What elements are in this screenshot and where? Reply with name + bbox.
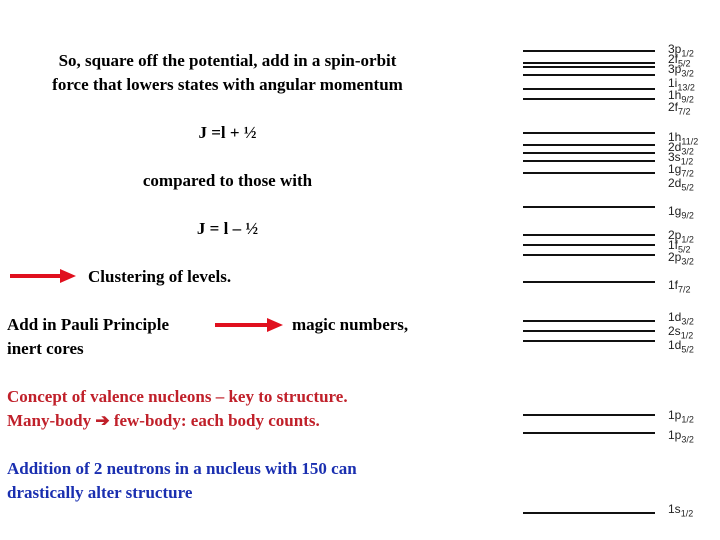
energy-level-line <box>523 132 655 134</box>
energy-level-label: $1p_{3/2}$ <box>668 428 694 445</box>
energy-level-line <box>523 172 655 174</box>
energy-level-line <box>523 512 655 514</box>
pauli-line-2: inert cores <box>7 339 84 358</box>
energy-level-line <box>523 320 655 322</box>
energy-level-label: $1p_{1/2}$ <box>668 408 694 425</box>
energy-level-line <box>523 144 655 146</box>
pauli-line-1: Add in Pauli Principle <box>7 315 169 334</box>
valence-many-body: Many-body <box>7 411 96 430</box>
energy-level-label: $1h_{11/2}$ <box>668 130 699 147</box>
energy-level-label: $1g_{9/2}$ <box>668 204 694 221</box>
energy-level-label: $1g_{7/2}$ <box>668 162 694 179</box>
energy-level-line <box>523 244 655 246</box>
compared-text: compared to those with <box>142 171 313 190</box>
energy-level-label: $1i_{13/2}$ <box>668 76 695 93</box>
addition-line-1: Addition of 2 neutrons in a nucleus with 150 can <box>7 459 357 478</box>
energy-level-label: $1d_{3/2}$ <box>668 310 694 327</box>
j-minus-formula: J = l – ½ <box>196 219 259 238</box>
magic-arrow-icon <box>215 315 285 335</box>
energy-level-line <box>523 432 655 434</box>
energy-level-line <box>523 340 655 342</box>
energy-level-line <box>523 234 655 236</box>
valence-line-2 <box>7 409 320 433</box>
valence-line-1: Concept of valence nucleons – key to structure. <box>7 387 348 406</box>
clustering-text: Clustering of levels. <box>88 267 232 286</box>
energy-level-line <box>523 74 655 76</box>
addition-line-2: drastically alter structure <box>7 483 193 502</box>
energy-level-line <box>523 281 655 283</box>
magic-numbers-text: magic numbers, <box>292 315 409 334</box>
shell-model-level-diagram <box>515 35 715 530</box>
energy-level-line <box>523 160 655 162</box>
energy-level-line <box>523 152 655 154</box>
energy-level-label: $1h_{9/2}$ <box>668 88 694 105</box>
energy-level-label: $2d_{5/2}$ <box>668 176 694 193</box>
energy-level-label: $3p_{1/2}$ <box>668 42 694 59</box>
energy-level-label: $2p_{1/2}$ <box>668 228 694 245</box>
energy-level-line <box>523 414 655 416</box>
energy-level-label: $1d_{5/2}$ <box>668 338 694 355</box>
energy-level-label: $1f_{5/2}$ <box>668 238 691 255</box>
energy-level-line <box>523 62 655 64</box>
energy-level-label: $1f_{7/2}$ <box>668 278 691 295</box>
j-plus-formula: J =l + ½ <box>198 123 257 142</box>
right-arrow-icon: ➔ <box>95 411 110 430</box>
energy-level-label: $2d_{3/2}$ <box>668 140 694 157</box>
energy-level-line <box>523 88 655 90</box>
energy-level-line <box>523 254 655 256</box>
energy-level-label: $3s_{1/2}$ <box>668 150 694 167</box>
intro-line-2: force that lowers states with angular momentum <box>52 75 403 94</box>
energy-level-label: $2f_{5/2}$ <box>668 52 691 69</box>
energy-level-label: $1s_{1/2}$ <box>668 502 694 519</box>
energy-level-label: $2p_{3/2}$ <box>668 250 694 267</box>
energy-level-line <box>523 50 655 52</box>
valence-few-body: few-body: each body counts. <box>109 411 320 430</box>
energy-level-label: $2f_{7/2}$ <box>668 100 691 117</box>
energy-level-line <box>523 66 655 68</box>
energy-level-label: $2s_{1/2}$ <box>668 324 694 341</box>
energy-level-label: $3p_{3/2}$ <box>668 62 694 79</box>
intro-line-1: So, square off the potential, add in a spin-orbit <box>58 51 397 70</box>
energy-level-line <box>523 330 655 332</box>
energy-level-line <box>523 206 655 208</box>
clustering-arrow-icon <box>10 266 78 286</box>
energy-level-line <box>523 98 655 100</box>
